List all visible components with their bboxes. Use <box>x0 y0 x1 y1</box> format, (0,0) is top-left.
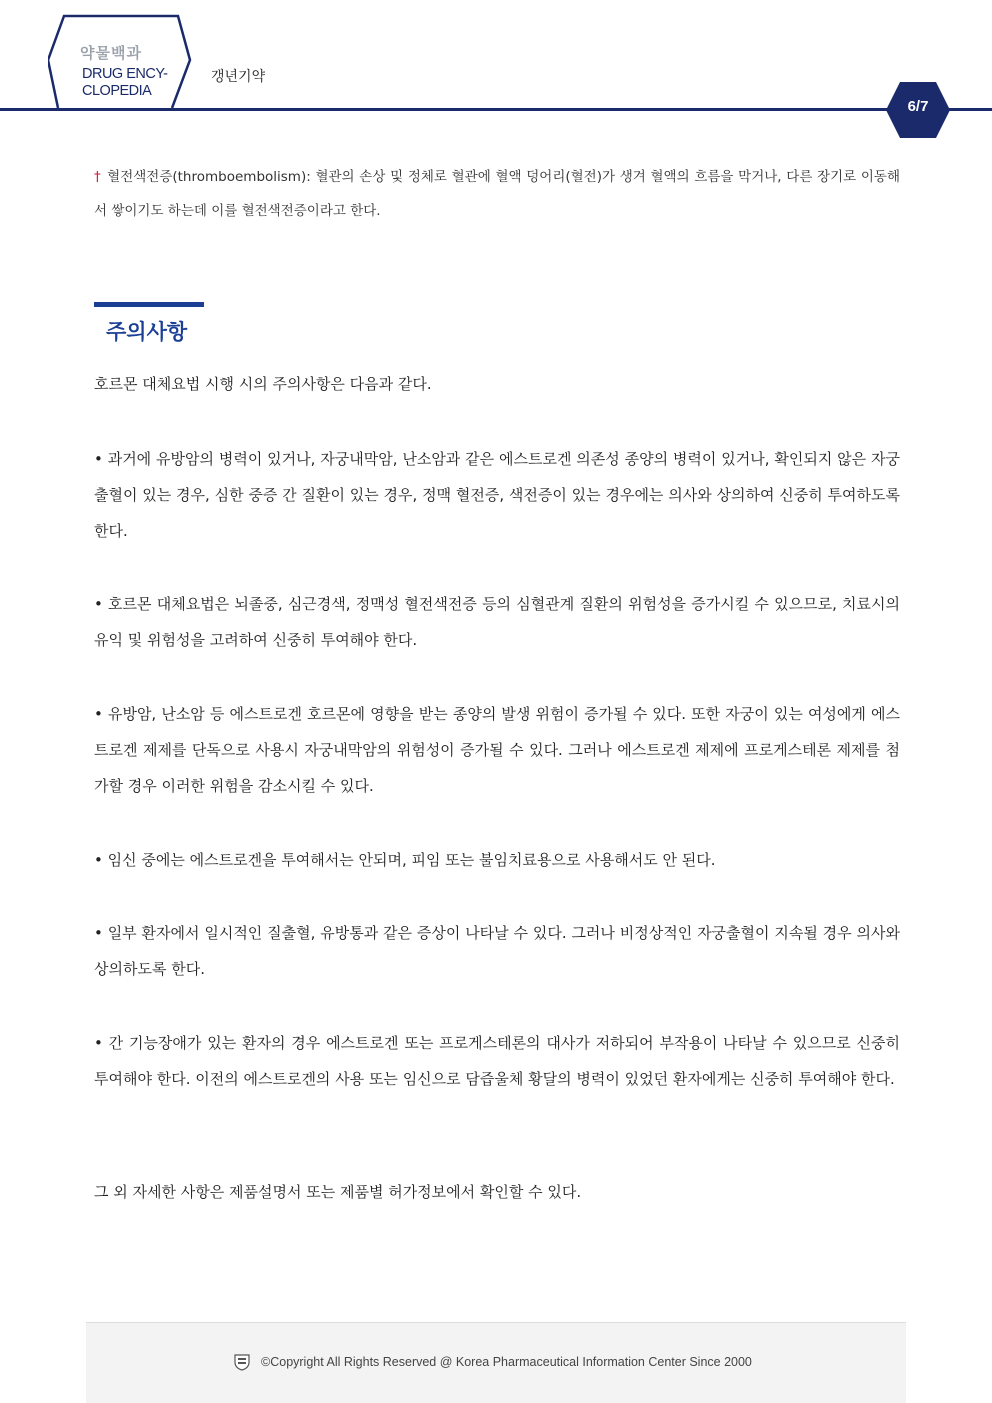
caution-item: • 과거에 유방암의 병력이 있거나, 자궁내막암, 난소암과 같은 에스트로겐 의존성 종양의 병력이 있거나, 확인되지 않은 자궁출혈이 있는 경우, 심한 중증 간 질환이 있는 경우, 정맥 혈전증, 색전증이 있는 경우에는 의사와 상의하여 신중히 투여하도록 한다. <box>94 450 900 540</box>
section-accent-bar <box>94 302 204 307</box>
closing-text: 그 외 자세한 사항은 제품설명서 또는 제품별 허가정보에서 확인할 수 있다. <box>94 1183 582 1201</box>
caution-item: • 호르몬 대체요법은 뇌졸중, 심근경색, 정맥성 혈전색전증 등의 심혈관계 질환의 위험성을 증가시킬 수 있으므로, 치료시의 유익 및 위험성을 고려하여 신중히 투여해야 한다. <box>94 595 900 649</box>
caution-item: • 유방암, 난소암 등 에스트로겐 호르몬에 영향을 받는 종양의 발생 위험이 증가될 수 있다. 또한 자궁이 있는 여성에게 에스트로겐 제제를 단독으로 사용시 자궁내막암의 위험성이 증가될 수 있다. 그러나 에스트로겐 제제에 프로게스테론 제제를 첨가할 경우 이러한 위험을 감소시킬 수 있다. <box>94 705 900 795</box>
section-title: 주의사항 <box>106 320 188 344</box>
footnote <box>94 160 900 228</box>
shield-logo-icon <box>234 1353 250 1371</box>
drug-category-title: 갱년기약 <box>211 69 266 85</box>
logo-korean-text: 약물백과 <box>80 44 142 62</box>
caution-item: • 임신 중에는 에스트로겐을 투여해서는 안되며, 피임 또는 불임치료용으로 사용해서도 안 된다. <box>94 851 716 869</box>
footer <box>86 1322 906 1403</box>
dagger-icon: † <box>94 169 102 185</box>
logo-english-text <box>82 66 202 100</box>
footnote-text: 혈전색전증(thromboembolism): 혈관의 손상 및 정체로 혈관에 혈액 덩어리(혈전)가 생겨 혈액의 흐름을 막거나, 다른 장기로 이동해서 쌓이기도 하는데 이를 혈전색전증이라고 한다. <box>94 169 901 219</box>
copyright-text: ©Copyright All Rights Reserved @ Korea Pharmaceutical Information Center Since 2000 <box>261 1355 752 1369</box>
caution-item: • 일부 환자에서 일시적인 질출혈, 유방통과 같은 증상이 나타날 수 있다. 그러나 비정상적인 자궁출혈이 지속될 경우 의사와 상의하도록 한다. <box>94 924 900 978</box>
page-indicator: 6/7 <box>907 98 929 115</box>
logo-english-line1: DRUG ENCY- <box>82 66 168 82</box>
caution-item: • 간 기능장애가 있는 환자의 경우 에스트로겐 또는 프로게스테론의 대사가 저하되어 부작용이 나타날 수 있으므로 신중히 투여해야 한다. 이전의 에스트로겐의 사용 또는 임신으로 담즙울체 황달의 병력이 있었던 환자에게는 신중히 투여해야 한다. <box>94 1034 900 1088</box>
logo-english-line2: CLOPEDIA <box>82 83 152 99</box>
section-intro: 호르몬 대체요법 시행 시의 주의사항은 다음과 같다. <box>94 375 432 393</box>
